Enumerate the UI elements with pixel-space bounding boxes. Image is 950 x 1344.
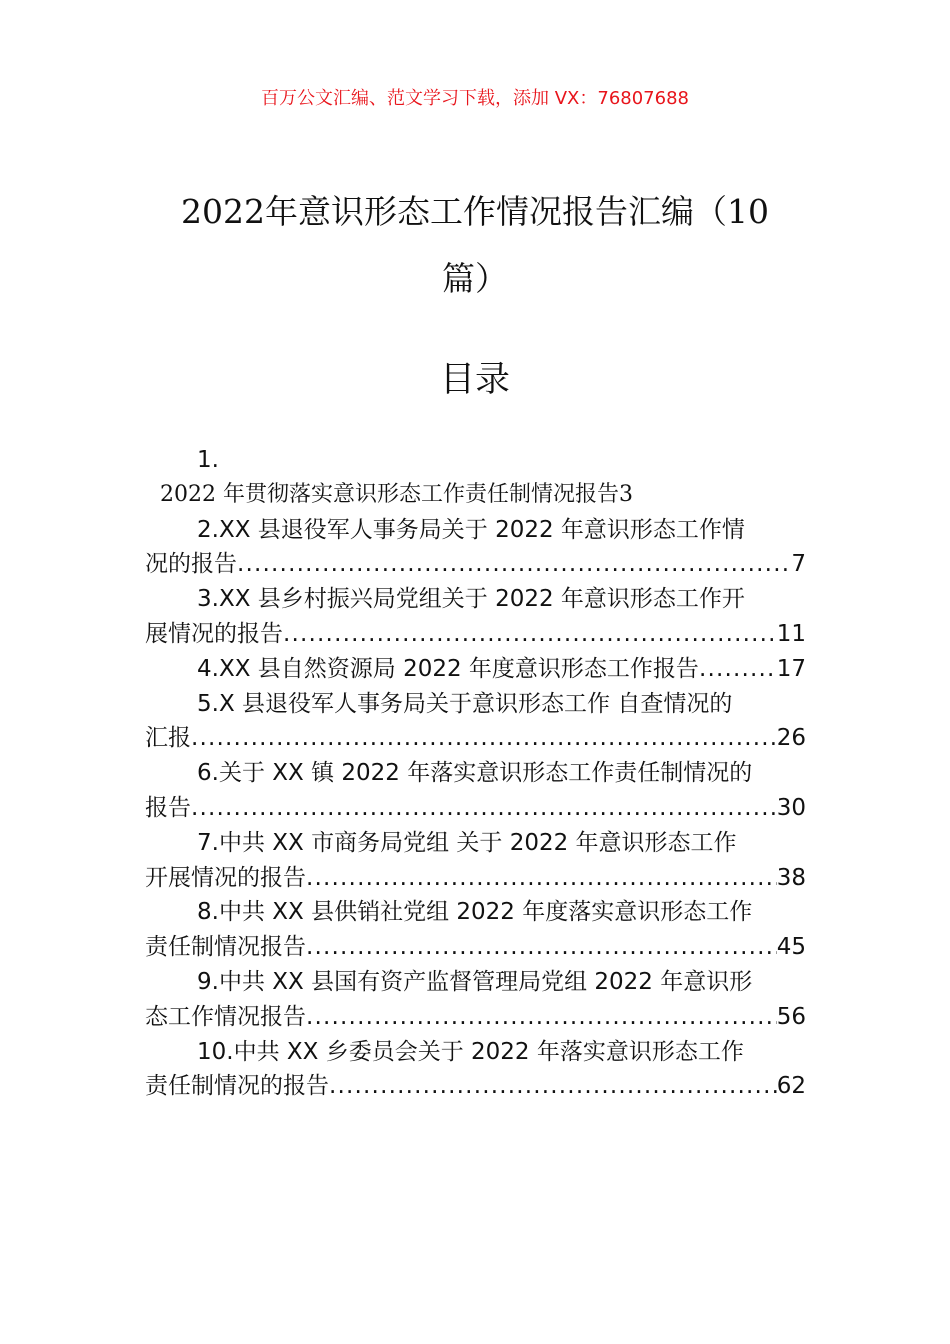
toc-entry-5[interactable]	[145, 687, 806, 757]
toc-entry-page: 56	[776, 1003, 806, 1030]
toc-entry-title-cont: 况的报告	[145, 551, 237, 578]
toc-entry-2[interactable]	[145, 513, 806, 583]
toc-entry-page: 17	[776, 655, 806, 682]
title-line2: 篇）	[442, 259, 508, 298]
toc-entry-8[interactable]	[145, 895, 806, 965]
toc-entry-title: 8.中共 XX 县供销社党组 2022 年度落实意识形态工作	[197, 899, 753, 926]
toc-entry-number: 1.	[197, 447, 219, 473]
toc-entry-title: 5.X 县退役军人事务局关于意识形态工作 自查情况的	[197, 690, 733, 717]
toc-entry-title: 7.中共 XX 市商务局党组 关于 2022 年意识形态工作	[197, 829, 737, 856]
watermark-banner: 百万公文汇编、范文学习下载，添加 VX：76807688	[261, 88, 689, 109]
dot-leader	[329, 1069, 777, 1104]
toc-entry-page: 11	[776, 620, 806, 647]
toc-entry-title: 3.XX 县乡村振兴局党组关于 2022 年意识形态工作开	[197, 586, 745, 613]
toc-entry-title: 9.中共 XX 县国有资产监督管理局党组 2022 年意识形	[197, 968, 753, 995]
title-text: 年意识形态工作情况报告汇编（	[264, 192, 727, 231]
toc-heading: 目录	[439, 360, 510, 400]
document-title	[160, 178, 790, 312]
toc-entry-page: 62	[776, 1073, 806, 1100]
dot-leader	[306, 1000, 777, 1035]
toc-entry-title-cont: 报告	[145, 794, 191, 821]
toc-entry-3[interactable]	[145, 582, 806, 652]
toc-entry-page: 30	[776, 794, 806, 821]
toc-entry-title: 2022 年贯彻落实意识形态工作责任制情况报告	[160, 481, 619, 507]
toc-entry-title-cont: 责任制情况报告	[145, 934, 306, 961]
toc-entry-title-cont: 态工作情况报告	[145, 1003, 306, 1030]
toc-entry-title: 2.XX 县退役军人事务局关于 2022 年意识形态工作情	[197, 516, 745, 543]
dot-leader	[191, 721, 777, 756]
dot-leader	[283, 617, 777, 652]
toc-entry-page: 3	[618, 481, 633, 507]
toc-entry-page: 38	[776, 864, 806, 891]
toc-entry-7[interactable]	[145, 826, 806, 896]
dot-leader	[699, 652, 777, 687]
toc-entry-10[interactable]	[145, 1035, 806, 1105]
toc-entry-page: 26	[776, 725, 806, 752]
dot-leader	[191, 791, 777, 826]
table-of-contents	[145, 443, 806, 1104]
toc-entry-title-cont: 责任制情况的报告	[145, 1073, 329, 1100]
toc-entry-page: 7	[791, 551, 806, 578]
title-year: 2022	[181, 192, 265, 231]
toc-entry-title: 4.XX 县自然资源局 2022 年度意识形态工作报告	[197, 655, 699, 682]
toc-entry-9[interactable]	[145, 965, 806, 1035]
title-count: 10	[726, 192, 769, 231]
dot-leader	[306, 930, 777, 965]
toc-entry-page: 45	[776, 934, 806, 961]
dot-leader	[306, 861, 777, 896]
toc-entry-1[interactable]	[145, 443, 806, 513]
toc-entry-title-cont: 开展情况的报告	[145, 864, 306, 891]
toc-entry-6[interactable]	[145, 756, 806, 826]
toc-entry-title: 6.关于 XX 镇 2022 年落实意识形态工作责任制情况的	[197, 760, 753, 787]
toc-entry-title: 10.中共 XX 乡委员会关于 2022 年落实意识形态工作	[197, 1038, 744, 1065]
dot-leader	[237, 547, 791, 582]
toc-entry-title-cont: 汇报	[145, 725, 191, 752]
toc-entry-4[interactable]	[145, 652, 806, 687]
toc-entry-title-cont: 展情况的报告	[145, 620, 283, 647]
